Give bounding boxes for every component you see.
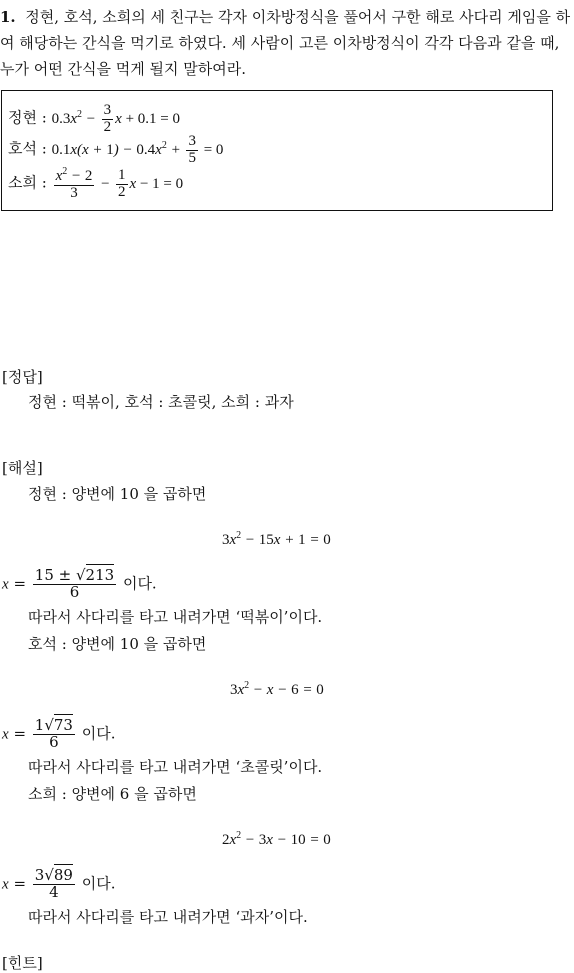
equation-jeonghyeon: 정현 : $0.3x^2$ − $\frac{3}{2}$ x + 0.1 = 0 bbox=[8, 102, 180, 135]
solution-root: x = $\frac{3√89}{4}$ 이다. bbox=[2, 866, 116, 901]
display-equation: $3x^2 - 15x + 1 = 0$ bbox=[222, 530, 331, 548]
answer-header: [정답] bbox=[2, 368, 43, 386]
equation-tail: = 0 bbox=[203, 141, 224, 158]
equation-tail: − 1 = 0 bbox=[139, 175, 184, 192]
display-equation: $2x^2 - 3x - 10 = 0$ bbox=[222, 830, 331, 848]
solution-step-intro: 소희 : 양변에 6 을 곱하면 bbox=[28, 785, 197, 803]
solution-root: x = $\frac{1√73}{6}$ 이다. bbox=[2, 716, 116, 751]
equation-name: 호석 : bbox=[8, 139, 47, 158]
solution-step-intro: 호석 : 양변에 10 을 곱하면 bbox=[28, 635, 207, 653]
solution-step-conclusion: 따라서 사다리를 타고 내려가면 ‘초콜릿’이다. bbox=[28, 758, 323, 776]
equation-tail: + 0.1 = 0 bbox=[125, 110, 180, 127]
solution-header: [해설] bbox=[2, 459, 43, 477]
equation-name: 정현 : bbox=[8, 108, 47, 127]
hint-header: [힌트] bbox=[2, 954, 43, 972]
equation-name: 소희 : bbox=[8, 173, 47, 192]
problem-number: 1. bbox=[0, 8, 16, 26]
solution-step-conclusion: 따라서 사다리를 타고 내려가면 ‘떡볶이’이다. bbox=[28, 608, 323, 626]
solution-step-conclusion: 따라서 사다리를 타고 내려가면 ‘과자’이다. bbox=[28, 908, 308, 926]
problem-text: 정현, 호석, 소희의 세 친구는 각자 이차방정식을 풀어서 구한 해로 사다리 게임을 하여 해당하는 간식을 먹기로 하였다. 세 사람이 고른 이차방정식이 각각 다음과 같을 때, 누가 어떤 간식을 먹게 될지 말하여라. bbox=[0, 8, 571, 78]
problem-statement bbox=[0, 4, 574, 82]
equation-hoseok: 호석 : $0.1x(x + 1) - 0.4x^2$ + $\frac{3}{5}$ = 0 bbox=[8, 133, 224, 166]
solution-root: x = $\frac{15 \pm √213}{6}$ 이다. bbox=[2, 566, 157, 601]
solution-step-intro: 정현 : 양변에 10 을 곱하면 bbox=[28, 485, 207, 503]
answer-text: 정현 : 떡볶이, 호석 : 초콜릿, 소희 : 과자 bbox=[28, 393, 294, 411]
equation-sohee: 소희 : $\frac{x^2 - 2}{3}$ − $\frac{1}{2}$ x − 1 = 0 bbox=[8, 166, 184, 201]
display-equation: $3x^2 - x - 6 = 0$ bbox=[230, 680, 324, 698]
